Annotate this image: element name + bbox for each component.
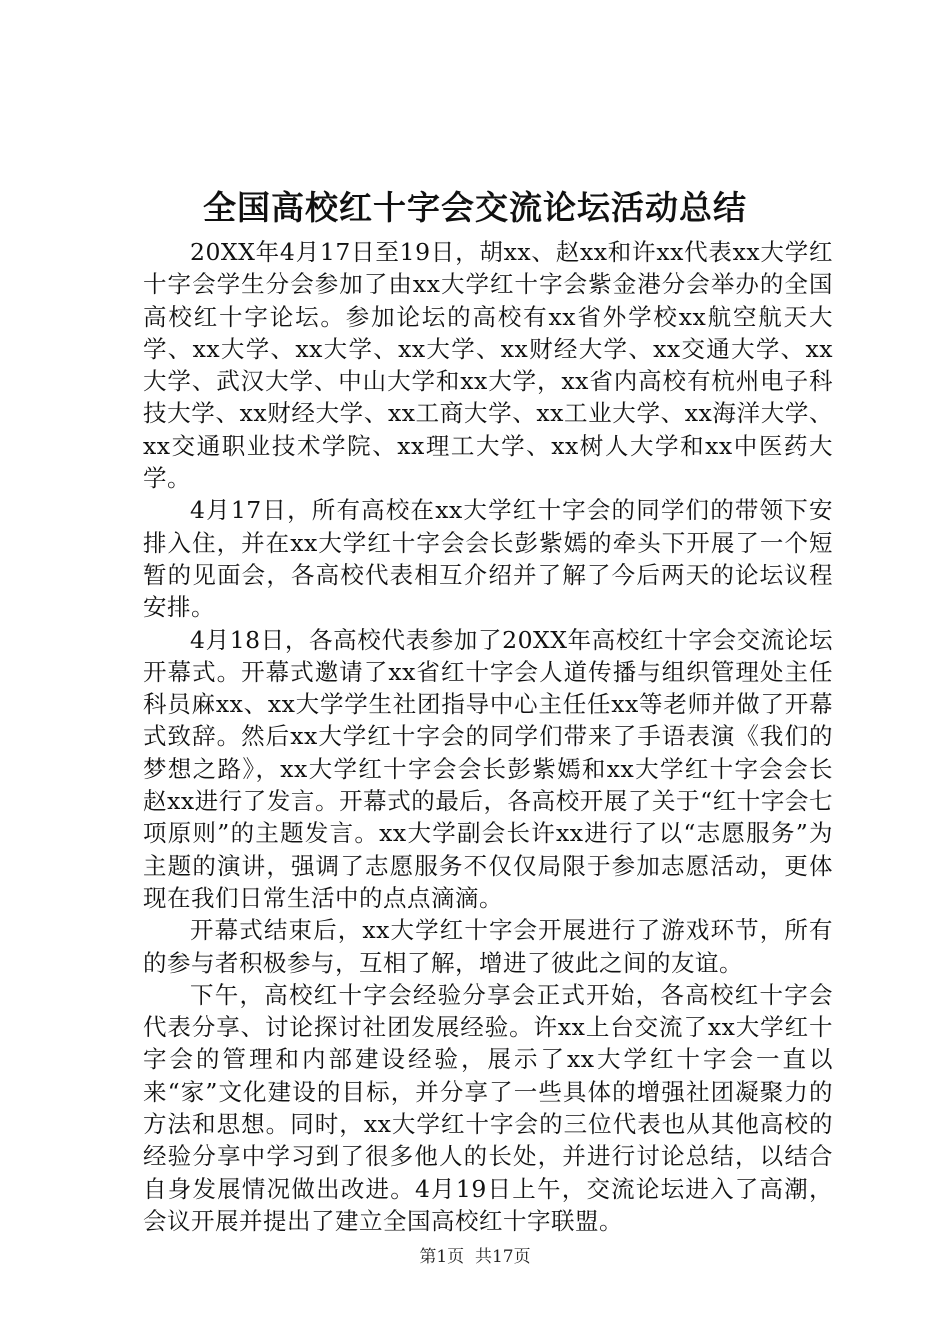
paragraph-3: 4月18日，各高校代表参加了20XX年高校红十字会交流论坛开幕式。开幕式邀请了xx省红十字会人道传播与组织管理处主任科员麻xx、xx大学学生社团指导中心主任任xx等老师并做了开幕式致辞。然后xx大学红十字会的同学们带来了手语表演《我们的梦想之路》，xx大学红十字会会长彭紫嫣和xx大学红十字会会长赵xx进行了发言。开幕式的最后，各高校开展了关于“红十字会七项原则”的主题发言。xx大学副会长许xx进行了以“志愿服务”为主题的演讲，强调了志愿服务不仅仅局限于参加志愿活动，更体现在我们日常生活中的点点滴滴。 xyxy=(143,625,833,912)
paragraph-4: 开幕式结束后，xx大学红十字会开展进行了游戏环节，所有的参与者积极参与，互相了解，增进了彼此之间的友谊。 xyxy=(143,916,833,977)
paragraph-2: 4月17日，所有高校在xx大学红十字会的同学们的带领下安排入住，并在xx大学红十字会会长彭紫嫣的牵头下开展了一个短暂的见面会，各高校代表相互介绍并了解了今后两天的论坛议程安排。 xyxy=(143,496,833,622)
page-number-label: 第1页 共17页 xyxy=(419,1247,531,1267)
document-title: 全国高校红十字会交流论坛活动总结 xyxy=(203,188,747,227)
paragraph-5: 下午，高校红十字会经验分享会正式开始，各高校红十字会代表分享、讨论探讨社团发展经验。许xx上台交流了xx大学红十字会的管理和内部建设经验，展示了xx大学红十字会一直以来“家”文化建设的目标，并分享了一些具体的增强社团凝聚力的方法和思想。同时，xx大学红十字会的三位代表也从其他高校的经验分享中学习到了很多他人的长处，并进行讨论总结，以结合自身发展情况做出改进。4月19日上午，交流论坛进入了高潮，会议开展并提出了建立全国高校红十字联盟。 xyxy=(143,980,833,1235)
document-body xyxy=(143,236,833,1237)
page-footer xyxy=(0,1246,950,1268)
paragraph-1: 20XX年4月17日至19日，胡xx、赵xx和许xx代表xx大学红十字会学生分会参加了由xx大学红十字会紫金港分会举办的全国高校红十字论坛。参加论坛的高校有xx省外学校xx航空航天大学、xx大学、xx大学、xx大学、xx财经大学、xx交通大学、xx大学、武汉大学、中山大学和xx大学，xx省内高校有杭州电子科技大学、xx财经大学、xx工商大学、xx工业大学、xx海洋大学、xx交通职业技术学院、xx理工大学、xx树人大学和xx中医药大学。 xyxy=(143,238,833,493)
